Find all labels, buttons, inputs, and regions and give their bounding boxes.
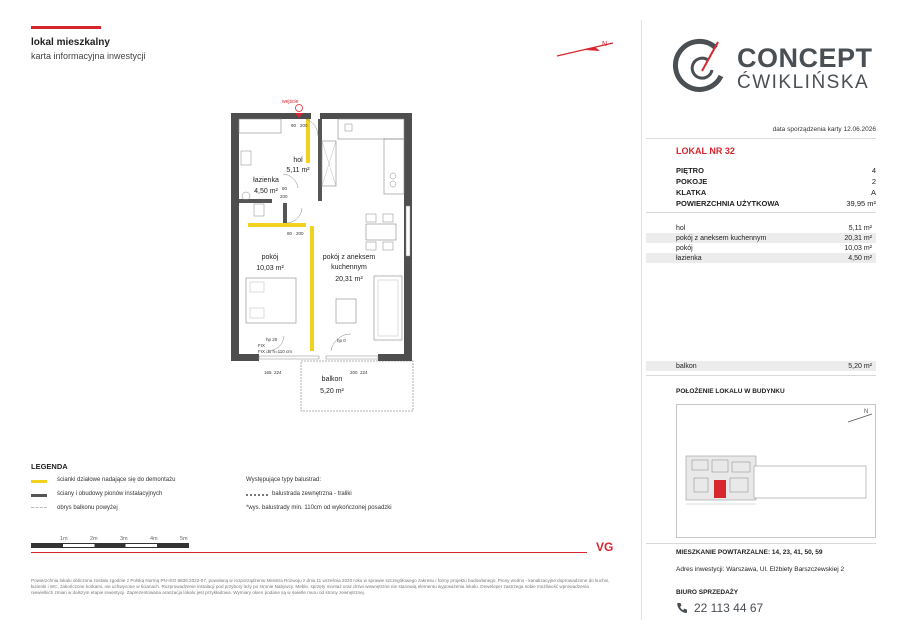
legend-item: ścianki działowe nadające się do demontażu (57, 477, 176, 483)
scale-label: 4m (150, 536, 158, 542)
balustrade-item: balustrada zewnętrzna - traliki (272, 491, 352, 497)
divider (646, 543, 876, 544)
entrance-marker-icon (296, 105, 303, 112)
legend-title: LEGENDA (31, 462, 68, 471)
room-row: hol 5,11 m² (676, 224, 872, 232)
dimension: hp 20 (266, 337, 278, 342)
legend-swatch-walls (31, 494, 47, 497)
room-bathroom-area: 4,50 m² (254, 188, 278, 195)
demountable-wall (248, 223, 306, 227)
room-hol-name: hol (293, 157, 303, 164)
scale-label: 5m (180, 536, 188, 542)
card-date: data sporządzenia karty 12.06.2026 (772, 126, 876, 133)
room-row: pokój z aneksem kuchennym 20,31 m² (646, 233, 876, 243)
sales-office-label: BIURO SPRZEDAŻY (676, 589, 739, 596)
keyplan-north: N (864, 409, 869, 415)
dimension: FIX (258, 343, 266, 348)
dimension: 80 (282, 186, 288, 191)
room-bedroom-area: 10,03 m² (256, 265, 284, 272)
legend-item: ściany i obudowy pionów instalacyjnych (57, 491, 163, 497)
position-label: POŁOŻENIE LOKALU W BUDYNKU (676, 388, 785, 395)
concept-logo-icon (672, 36, 732, 96)
balcony-outline (301, 361, 413, 411)
balustrade-types-title: Występujące typy balustrad: (246, 477, 321, 483)
dimension: 200 (300, 123, 308, 128)
phone-number[interactable]: 22 113 44 67 (694, 601, 764, 615)
dimension: 80 (287, 231, 293, 236)
dimension: 200 (280, 194, 288, 199)
footer-red-line (31, 552, 587, 553)
dimension: hp 0 (337, 338, 346, 343)
legend-item: obrys balkonu powyżej (57, 505, 118, 511)
balustrade-note: *wys. balustrady min. 110cm od wykończonej posadzki (246, 505, 392, 511)
divider (646, 212, 876, 213)
scale-label: 1m (60, 536, 68, 542)
room-living-area: 20,31 m² (335, 276, 363, 283)
repeat-units: MIESZKANIE POWTARZALNE: 14, 23, 41, 50, 59 (676, 549, 823, 556)
room-living-name-2: kuchennym (331, 264, 367, 271)
document-subtitle: karta informacyjna inwestycji (31, 51, 146, 61)
prop-row: PIĘTRO 4 (676, 166, 876, 175)
dimension: 200 (350, 370, 358, 375)
vertical-divider (641, 20, 642, 620)
north-arrow-icon (555, 38, 617, 62)
divider (646, 375, 876, 376)
document-title: lokal mieszkalny (31, 37, 110, 48)
demountable-wall (310, 226, 314, 351)
dimension: 224 (360, 370, 368, 375)
legend-swatch-balcony-outline (31, 507, 47, 508)
dimension: FIX do h=110 cm (258, 349, 293, 354)
brand-name: CONCEPT (737, 43, 873, 73)
dimension: 224 (274, 370, 282, 375)
north-label: N (602, 41, 608, 48)
room-row: łazienka 4,50 m² (646, 253, 876, 263)
prop-row: POKOJE 2 (676, 177, 876, 186)
balustrade-swatch (246, 494, 268, 498)
dimension: 165 (264, 370, 272, 375)
room-row: pokój 10,03 m² (676, 244, 872, 252)
balcony-row: balkon 5,20 m² (646, 361, 876, 371)
unit-location-marker (714, 480, 726, 498)
divider (646, 138, 876, 139)
room-balcony-name: balkon (321, 376, 343, 383)
brand-subname: ĆWIKLIŃSKA (737, 72, 870, 93)
footnote: Powierzchnia lokalu obliczona została zgodnie z Polską Normą PN-ISO 9836:2022-07, powołaną w rozporządzeniu Ministra Rozwoju z dnia 11 września 2020 roku w sprawie szczegółowego zakresu i formy projektu budowlanego. Piony wodno - kanalizacyjne doprowadzone do kuchni, łazienki i WC, zakończone korkami, nie uchwycone w ścianach. Rozprowadzenie instalacji pod przybory leży po stronie Nabywcy. Meble, sprzęty montaż oraz drzwi wewnętrzne nie stanowią elementu wyposażenia lokalu. Deweloper zastrzega sobie możliwość wprowadzenia niewielkich zmian w dalszym etapie inwestycji. Zaprezentowana aranżacja lokalu jest przykładowa. Wymiary okien podane są w świetle muru od strony zewnętrznej. (31, 578, 610, 595)
scale-label: 3m (120, 536, 128, 542)
room-bedroom-name: pokój (261, 254, 279, 261)
building-keyplan (676, 404, 876, 538)
dimension: 200 (296, 231, 304, 236)
address: Adres inwestycji: Warszawa, Ul. Elżbiety Barszczewskiej 2 (676, 566, 845, 573)
prop-row: POWIERZCHNIA UŻYTKOWA 39,95 m² (676, 199, 876, 208)
room-hol-area: 5,11 m² (286, 167, 310, 174)
room-living-name-1: pokój z aneksem (322, 254, 376, 261)
room-balcony-area: 5,20 m² (320, 388, 344, 395)
unit-number: LOKAL NR 32 (676, 146, 735, 156)
prop-row: KLATKA A (676, 188, 876, 197)
scale-bar (31, 543, 189, 548)
room-bathroom-name: łazienka (253, 177, 279, 184)
phone-icon (676, 602, 688, 614)
scale-label: 2m (90, 536, 98, 542)
entrance-label: wejście (282, 99, 299, 105)
vg-logo: VG (596, 540, 614, 554)
dimension: 90 (291, 123, 297, 128)
legend-swatch-demountable (31, 480, 47, 483)
header-accent-bar (31, 26, 101, 29)
